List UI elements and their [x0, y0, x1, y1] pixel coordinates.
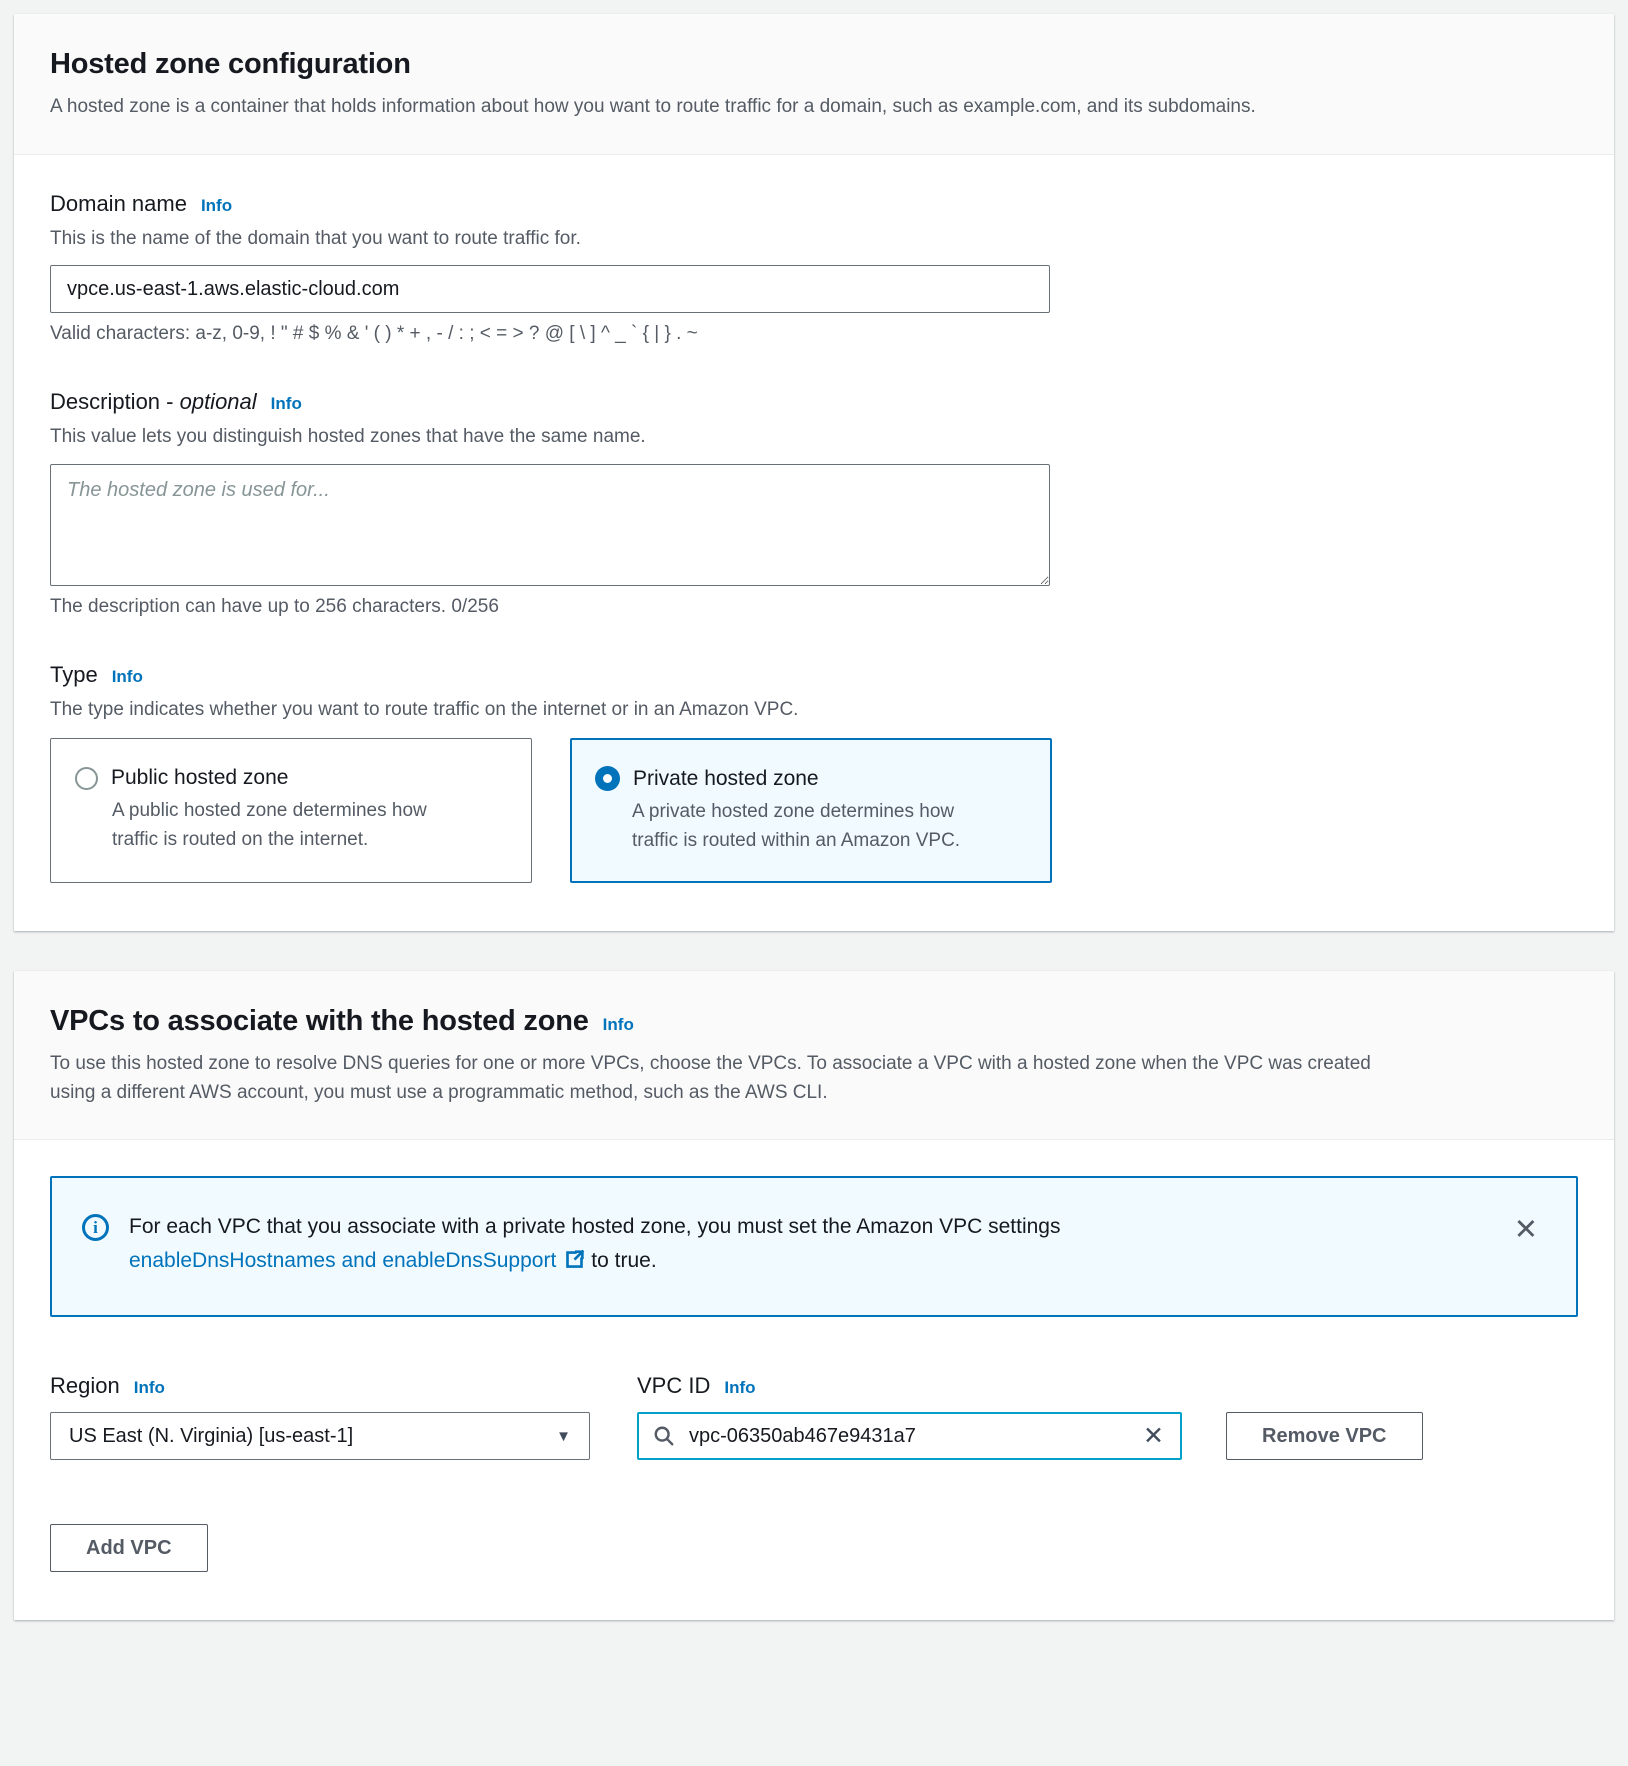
region-selected-value: US East (N. Virginia) [us-east-1] — [69, 1424, 354, 1447]
public-hosted-zone-option[interactable] — [50, 738, 532, 883]
domain-name-field — [50, 191, 1578, 346]
private-hosted-zone-description: A private hosted zone determines how traffic is routed within an Amazon VPC. — [632, 801, 961, 851]
alert-text-line2 — [129, 1244, 1490, 1281]
alert-text-line1: For each VPC that you associate with a private hosted zone, you must set the Amazon VPC settings — [129, 1215, 1061, 1238]
search-icon — [653, 1425, 675, 1447]
vpcs-card-title: VPCs to associate with the hosted zone — [50, 1005, 589, 1037]
private-hosted-zone-label: Private hosted zone — [633, 766, 819, 790]
hosted-zone-card-description: A hosted zone is a container that holds information about how you want to route traffic for a domain, such as example.com, and its subdomains. — [50, 96, 1256, 117]
external-link-icon[interactable] — [564, 1247, 585, 1281]
description-info-link[interactable]: Info — [270, 394, 302, 413]
type-field — [50, 662, 1578, 884]
type-info-link[interactable]: Info — [111, 666, 143, 686]
description-textarea[interactable] — [50, 464, 1050, 586]
vpcs-card-description: To use this hosted zone to resolve DNS queries for one or more VPCs, choose the VPCs. To associate a VPC with a hosted zone when the VPC was created using a different AWS account, you must use a programmatic method, such as the AWS CLI. — [50, 1053, 1371, 1103]
vpc-id-info-link[interactable]: Info — [724, 1378, 756, 1398]
clear-icon[interactable]: ✕ — [1143, 1421, 1164, 1450]
description-label: Description - optional — [50, 389, 257, 414]
private-hosted-zone-option[interactable] — [570, 738, 1052, 883]
chevron-down-icon: ▼ — [556, 1427, 571, 1445]
vpc-settings-info-alert — [50, 1176, 1578, 1317]
domain-name-description: This is the name of the domain that you want to route traffic for. — [50, 227, 581, 249]
vpc-id-field — [637, 1373, 1182, 1460]
domain-name-constraint: Valid characters: a-z, 0-9, ! " # $ % & ' ( ) * + , - / : ; < = > ? @ [ \ ] ^ _ ` { | } . ~ — [50, 323, 698, 344]
vpc-association-row — [50, 1373, 1578, 1460]
type-description: The type indicates whether you want to route traffic on the internet or in an Amazon VPC. — [50, 698, 799, 720]
description-field-description: This value lets you distinguish hosted zones that have the same name. — [50, 426, 646, 447]
hosted-zone-card-title: Hosted zone configuration — [50, 48, 411, 80]
domain-name-input[interactable] — [50, 265, 1050, 313]
public-hosted-zone-description: A public hosted zone determines how traffic is routed on the internet. — [112, 800, 427, 850]
vpc-id-input[interactable] — [687, 1424, 1141, 1449]
public-hosted-zone-radio-icon[interactable] — [75, 767, 98, 790]
alert-text — [129, 1210, 1490, 1281]
description-char-count: The description can have up to 256 characters. 0/256 — [50, 595, 499, 617]
hosted-zone-card-content — [14, 155, 1614, 932]
vpc-id-search-box — [637, 1412, 1182, 1460]
type-label: Type — [50, 661, 98, 687]
alert-text-suffix: to true. — [591, 1249, 657, 1273]
info-icon: i — [82, 1214, 109, 1241]
vpcs-card-header — [14, 971, 1614, 1140]
enable-dns-link[interactable]: enableDnsHostnames and enableDnsSupport — [129, 1249, 557, 1273]
vpcs-associate-card — [14, 971, 1614, 1620]
public-hosted-zone-label: Public hosted zone — [111, 766, 289, 789]
close-icon[interactable]: ✕ — [1513, 1214, 1538, 1246]
private-hosted-zone-radio-icon[interactable] — [595, 766, 620, 791]
description-label-optional: optional — [179, 389, 257, 414]
region-label: Region — [50, 1373, 120, 1399]
remove-vpc-button[interactable]: Remove VPC — [1226, 1412, 1423, 1460]
region-info-link[interactable]: Info — [133, 1378, 165, 1398]
domain-name-info-link[interactable]: Info — [200, 195, 233, 215]
vpcs-card-content — [14, 1140, 1614, 1620]
description-field — [50, 389, 1578, 618]
vpcs-card-info-link[interactable]: Info — [602, 1015, 634, 1034]
hosted-zone-configuration-card — [14, 14, 1614, 931]
type-radio-group — [50, 738, 1578, 883]
hosted-zone-card-header — [14, 14, 1614, 155]
region-field — [50, 1373, 590, 1460]
region-select[interactable] — [50, 1412, 590, 1460]
vpc-id-label: VPC ID — [637, 1373, 711, 1399]
domain-name-label: Domain name — [50, 190, 187, 216]
add-vpc-button[interactable]: Add VPC — [50, 1524, 208, 1572]
